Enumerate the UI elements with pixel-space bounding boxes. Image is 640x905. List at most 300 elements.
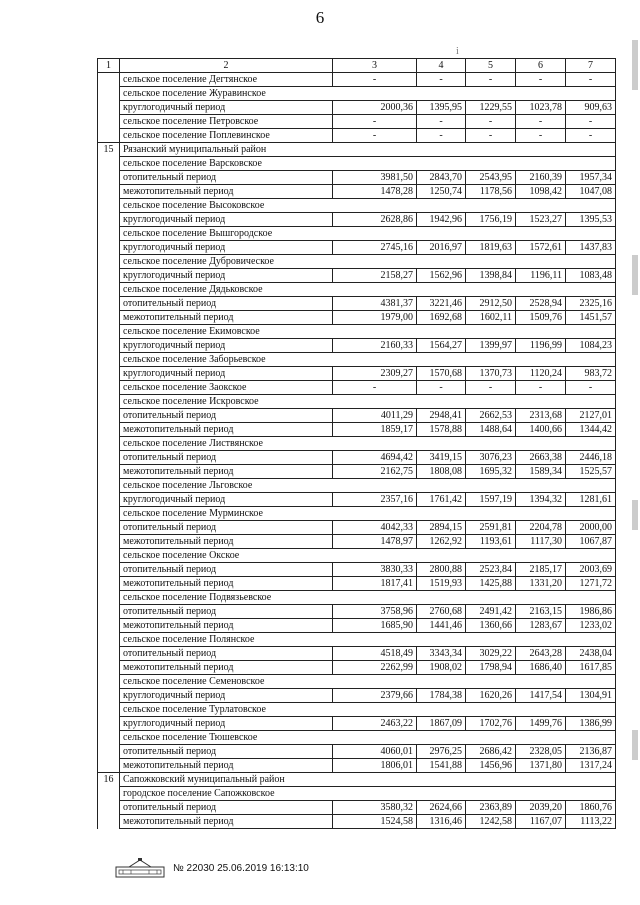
table-row — [98, 815, 616, 829]
value-cell: - — [333, 381, 417, 395]
row-number — [98, 283, 120, 297]
row-number — [98, 731, 120, 745]
row-number — [98, 465, 120, 479]
value-cell: 2745,16 — [333, 241, 417, 255]
row-number — [98, 311, 120, 325]
footer — [115, 856, 309, 880]
value-cell: 1695,32 — [466, 465, 516, 479]
table-row — [98, 535, 616, 549]
value-cell: 1859,17 — [333, 423, 417, 437]
value-cell: 1519,93 — [417, 577, 466, 591]
table-row — [98, 297, 616, 311]
row-label: отопительный период — [120, 647, 333, 661]
row-number — [98, 199, 120, 213]
value-cell: 2357,16 — [333, 493, 417, 507]
column-header: 1 — [98, 59, 120, 73]
value-cell: 1120,24 — [516, 367, 566, 381]
table-row — [98, 115, 616, 129]
value-cell: 1398,84 — [466, 269, 516, 283]
value-cell: 1047,08 — [566, 185, 616, 199]
value-cell: - — [466, 381, 516, 395]
section-row — [98, 773, 616, 787]
value-cell: 2523,84 — [466, 563, 516, 577]
value-cell: 3343,34 — [417, 647, 466, 661]
row-number — [98, 423, 120, 437]
settlement-heading-row — [98, 395, 616, 409]
value-cell: 1692,68 — [417, 311, 466, 325]
value-cell: 1986,86 — [566, 605, 616, 619]
settlement-heading-row — [98, 507, 616, 521]
value-cell: 2328,05 — [516, 745, 566, 759]
row-number — [98, 213, 120, 227]
table-row — [98, 171, 616, 185]
table-row — [98, 381, 616, 395]
value-cell: 1456,96 — [466, 759, 516, 773]
row-label: круглогодичный период — [120, 241, 333, 255]
value-cell: 1578,88 — [417, 423, 466, 437]
value-cell: 1196,99 — [516, 339, 566, 353]
value-cell: 1478,28 — [333, 185, 417, 199]
table-row — [98, 619, 616, 633]
row-number — [98, 255, 120, 269]
row-label: сельское поселение Листвянское — [120, 437, 616, 451]
value-cell: 2000,36 — [333, 101, 417, 115]
value-cell: 1860,76 — [566, 801, 616, 815]
row-label: отопительный период — [120, 171, 333, 185]
settlement-heading-row — [98, 731, 616, 745]
row-number: 15 — [98, 143, 120, 157]
value-cell: 2160,33 — [333, 339, 417, 353]
value-cell: 4381,37 — [333, 297, 417, 311]
row-label: отопительный период — [120, 605, 333, 619]
row-number — [98, 493, 120, 507]
row-label: сельское поселение Дегтянское — [120, 73, 333, 87]
value-cell: 1250,74 — [417, 185, 466, 199]
row-number — [98, 157, 120, 171]
value-cell: 1499,76 — [516, 717, 566, 731]
value-cell: 2204,78 — [516, 521, 566, 535]
value-cell: - — [566, 115, 616, 129]
value-cell: 2528,94 — [516, 297, 566, 311]
row-label: сельское поселение Льговское — [120, 479, 616, 493]
column-header: 7 — [566, 59, 616, 73]
value-cell: 1589,34 — [516, 465, 566, 479]
row-number — [98, 451, 120, 465]
value-cell: 1437,83 — [566, 241, 616, 255]
row-number — [98, 437, 120, 451]
settlement-heading-row — [98, 227, 616, 241]
value-cell: 1344,42 — [566, 423, 616, 437]
top-marker: i — [456, 46, 459, 57]
row-label: отопительный период — [120, 409, 333, 423]
row-number — [98, 647, 120, 661]
value-cell: 1084,23 — [566, 339, 616, 353]
value-cell: 2686,42 — [466, 745, 516, 759]
row-label: сельское поселение Петровское — [120, 115, 333, 129]
value-cell: 4694,42 — [333, 451, 417, 465]
value-cell: 2643,28 — [516, 647, 566, 661]
value-cell: 1242,58 — [466, 815, 516, 829]
value-cell: 2016,97 — [417, 241, 466, 255]
row-label: сельское поселение Турлатовское — [120, 703, 616, 717]
building-seal-icon — [115, 857, 165, 879]
row-label: сельское поселение Мурминское — [120, 507, 616, 521]
row-number — [98, 101, 120, 115]
value-cell: 1620,26 — [466, 689, 516, 703]
row-number — [98, 73, 120, 87]
value-cell: 2463,22 — [333, 717, 417, 731]
value-cell: - — [566, 73, 616, 87]
settlement-heading-row — [98, 283, 616, 297]
value-cell: - — [516, 73, 566, 87]
value-cell: 3221,46 — [417, 297, 466, 311]
value-cell: 1098,42 — [516, 185, 566, 199]
row-number — [98, 815, 120, 829]
section-row — [98, 143, 616, 157]
value-cell: 1281,61 — [566, 493, 616, 507]
row-number — [98, 325, 120, 339]
value-cell: 2976,25 — [417, 745, 466, 759]
row-number — [98, 703, 120, 717]
row-label: межотопительный период — [120, 759, 333, 773]
value-cell: 1819,63 — [466, 241, 516, 255]
row-number — [98, 717, 120, 731]
value-cell: 2491,42 — [466, 605, 516, 619]
value-cell: 2325,16 — [566, 297, 616, 311]
row-label: отопительный период — [120, 801, 333, 815]
value-cell: 1685,90 — [333, 619, 417, 633]
table-row — [98, 367, 616, 381]
value-cell: 1331,20 — [516, 577, 566, 591]
table-row — [98, 801, 616, 815]
value-cell: 3029,22 — [466, 647, 516, 661]
scan-edge-mark — [632, 500, 638, 530]
tariff-table — [97, 58, 616, 829]
value-cell: 3981,50 — [333, 171, 417, 185]
value-cell: 1488,64 — [466, 423, 516, 437]
row-label: Сапожковский муниципальный район — [120, 773, 616, 787]
row-number — [98, 745, 120, 759]
value-cell: 2158,27 — [333, 269, 417, 283]
table-row — [98, 647, 616, 661]
value-cell: 1167,07 — [516, 815, 566, 829]
scan-edge-mark — [632, 255, 638, 295]
value-cell: 2309,27 — [333, 367, 417, 381]
row-number — [98, 409, 120, 423]
table-header-row — [98, 59, 616, 73]
value-cell: 3758,96 — [333, 605, 417, 619]
value-cell: 1394,32 — [516, 493, 566, 507]
row-label: круглогодичный период — [120, 367, 333, 381]
value-cell: 1316,46 — [417, 815, 466, 829]
value-cell: 909,63 — [566, 101, 616, 115]
settlement-heading-row — [98, 479, 616, 493]
row-number — [98, 549, 120, 563]
row-number — [98, 129, 120, 143]
row-label: межотопительный период — [120, 577, 333, 591]
table-row — [98, 689, 616, 703]
value-cell: 1083,48 — [566, 269, 616, 283]
row-number — [98, 227, 120, 241]
row-number — [98, 185, 120, 199]
row-number — [98, 115, 120, 129]
scan-edge-mark — [632, 40, 638, 90]
row-label: сельское поселение Искровское — [120, 395, 616, 409]
value-cell: - — [516, 129, 566, 143]
settlement-heading-row — [98, 633, 616, 647]
value-cell: - — [466, 73, 516, 87]
table-row — [98, 73, 616, 87]
settlement-heading-row — [98, 787, 616, 801]
value-cell: 1400,66 — [516, 423, 566, 437]
value-cell: 2624,66 — [417, 801, 466, 815]
value-cell: 1117,30 — [516, 535, 566, 549]
value-cell: 1564,27 — [417, 339, 466, 353]
row-number — [98, 563, 120, 577]
value-cell: 1399,97 — [466, 339, 516, 353]
row-label: круглогодичный период — [120, 269, 333, 283]
row-label: сельское поселение Дядьковское — [120, 283, 616, 297]
value-cell: 2160,39 — [516, 171, 566, 185]
settlement-heading-row — [98, 87, 616, 101]
value-cell: 1304,91 — [566, 689, 616, 703]
row-label: сельское поселение Журавинское — [120, 87, 616, 101]
value-cell: 2446,18 — [566, 451, 616, 465]
value-cell: 1541,88 — [417, 759, 466, 773]
value-cell: 983,72 — [566, 367, 616, 381]
row-label: сельское поселение Дубровическое — [120, 255, 616, 269]
table-row — [98, 241, 616, 255]
value-cell: 2843,70 — [417, 171, 466, 185]
row-label: сельское поселение Варсковское — [120, 157, 616, 171]
row-number — [98, 787, 120, 801]
value-cell: 1395,95 — [417, 101, 466, 115]
row-number — [98, 577, 120, 591]
row-label: сельское поселение Подвязьевское — [120, 591, 616, 605]
table-row — [98, 311, 616, 325]
column-header: 6 — [516, 59, 566, 73]
value-cell: 1867,09 — [417, 717, 466, 731]
value-cell: 4518,49 — [333, 647, 417, 661]
value-cell: 2000,00 — [566, 521, 616, 535]
value-cell: - — [516, 115, 566, 129]
row-number — [98, 507, 120, 521]
value-cell: 1957,34 — [566, 171, 616, 185]
value-cell: 2894,15 — [417, 521, 466, 535]
value-cell: 1283,67 — [516, 619, 566, 633]
value-cell: 1686,40 — [516, 661, 566, 675]
row-label: отопительный период — [120, 451, 333, 465]
value-cell: 1386,99 — [566, 717, 616, 731]
settlement-heading-row — [98, 353, 616, 367]
value-cell: 2591,81 — [466, 521, 516, 535]
table-row — [98, 493, 616, 507]
table-row — [98, 577, 616, 591]
settlement-heading-row — [98, 675, 616, 689]
row-number — [98, 395, 120, 409]
table-row — [98, 409, 616, 423]
table-row — [98, 605, 616, 619]
settlement-heading-row — [98, 549, 616, 563]
settlement-heading-row — [98, 703, 616, 717]
row-label: межотопительный период — [120, 423, 333, 437]
row-label: сельское поселение Тюшевское — [120, 731, 616, 745]
row-label: межотопительный период — [120, 311, 333, 325]
value-cell: 2163,15 — [516, 605, 566, 619]
value-cell: 1806,01 — [333, 759, 417, 773]
row-label: круглогодичный период — [120, 339, 333, 353]
row-number — [98, 535, 120, 549]
row-number — [98, 171, 120, 185]
value-cell: - — [333, 129, 417, 143]
value-cell: 4011,29 — [333, 409, 417, 423]
value-cell: 2628,86 — [333, 213, 417, 227]
value-cell: 1617,85 — [566, 661, 616, 675]
value-cell: 1798,94 — [466, 661, 516, 675]
row-label: сельское поселение Высоковское — [120, 199, 616, 213]
row-number — [98, 661, 120, 675]
scan-edge-mark — [632, 730, 638, 760]
value-cell: 2662,53 — [466, 409, 516, 423]
row-label: сельское поселение Окское — [120, 549, 616, 563]
row-number — [98, 605, 120, 619]
value-cell: 2313,68 — [516, 409, 566, 423]
table-row — [98, 563, 616, 577]
table-row — [98, 185, 616, 199]
value-cell: 1233,02 — [566, 619, 616, 633]
value-cell: 1425,88 — [466, 577, 516, 591]
value-cell: 1702,76 — [466, 717, 516, 731]
row-number — [98, 269, 120, 283]
value-cell: 2363,89 — [466, 801, 516, 815]
value-cell: - — [516, 381, 566, 395]
column-header: 4 — [417, 59, 466, 73]
value-cell: 1193,61 — [466, 535, 516, 549]
column-header: 2 — [120, 59, 333, 73]
value-cell: - — [566, 129, 616, 143]
table-row — [98, 465, 616, 479]
value-cell: 1262,92 — [417, 535, 466, 549]
value-cell: 1271,72 — [566, 577, 616, 591]
value-cell: 1908,02 — [417, 661, 466, 675]
value-cell: 2136,87 — [566, 745, 616, 759]
row-number — [98, 801, 120, 815]
row-number: 16 — [98, 773, 120, 787]
row-number — [98, 367, 120, 381]
settlement-heading-row — [98, 437, 616, 451]
value-cell: 1067,87 — [566, 535, 616, 549]
value-cell: 1451,57 — [566, 311, 616, 325]
row-number — [98, 381, 120, 395]
row-number — [98, 479, 120, 493]
document-registration-number: № 22030 25.06.2019 16:13:10 — [173, 862, 309, 874]
row-number — [98, 87, 120, 101]
table-row — [98, 745, 616, 759]
value-cell: 1178,56 — [466, 185, 516, 199]
table-row — [98, 717, 616, 731]
row-label: сельское поселение Поплевинское — [120, 129, 333, 143]
value-cell: 3830,33 — [333, 563, 417, 577]
row-number — [98, 591, 120, 605]
row-label: отопительный период — [120, 521, 333, 535]
value-cell: 1023,78 — [516, 101, 566, 115]
value-cell: 2663,38 — [516, 451, 566, 465]
value-cell: 1979,00 — [333, 311, 417, 325]
row-number — [98, 675, 120, 689]
row-number — [98, 759, 120, 773]
value-cell: 1597,19 — [466, 493, 516, 507]
row-label: городское поселение Сапожковское — [120, 787, 616, 801]
value-cell: 2003,69 — [566, 563, 616, 577]
row-label: Рязанский муниципальный район — [120, 143, 616, 157]
value-cell: 1196,11 — [516, 269, 566, 283]
row-number — [98, 353, 120, 367]
row-label: сельское поселение Вышгородское — [120, 227, 616, 241]
value-cell: 1525,57 — [566, 465, 616, 479]
value-cell: 2127,01 — [566, 409, 616, 423]
value-cell: 1360,66 — [466, 619, 516, 633]
value-cell: 1808,08 — [417, 465, 466, 479]
value-cell: 2948,41 — [417, 409, 466, 423]
table-row — [98, 759, 616, 773]
value-cell: 1229,55 — [466, 101, 516, 115]
value-cell: 1761,42 — [417, 493, 466, 507]
value-cell: 2438,04 — [566, 647, 616, 661]
row-label: межотопительный период — [120, 185, 333, 199]
value-cell: 1817,41 — [333, 577, 417, 591]
value-cell: 1562,96 — [417, 269, 466, 283]
value-cell: 1524,58 — [333, 815, 417, 829]
row-label: межотопительный период — [120, 465, 333, 479]
column-header: 3 — [333, 59, 417, 73]
row-label: межотопительный период — [120, 661, 333, 675]
row-number — [98, 339, 120, 353]
row-label: круглогодичный период — [120, 493, 333, 507]
value-cell: 1523,27 — [516, 213, 566, 227]
row-number — [98, 241, 120, 255]
value-cell: - — [333, 73, 417, 87]
value-cell: 1395,53 — [566, 213, 616, 227]
value-cell: 1370,73 — [466, 367, 516, 381]
row-label: сельское поселение Екимовское — [120, 325, 616, 339]
value-cell: 3580,32 — [333, 801, 417, 815]
value-cell: 1371,80 — [516, 759, 566, 773]
row-label: сельское поселение Заборьевское — [120, 353, 616, 367]
row-number — [98, 689, 120, 703]
table-row — [98, 521, 616, 535]
value-cell: - — [466, 115, 516, 129]
value-cell: 2039,20 — [516, 801, 566, 815]
row-number — [98, 619, 120, 633]
row-label: отопительный период — [120, 297, 333, 311]
value-cell: 2185,17 — [516, 563, 566, 577]
table-row — [98, 101, 616, 115]
value-cell: 2800,88 — [417, 563, 466, 577]
value-cell: 2912,50 — [466, 297, 516, 311]
row-label: круглогодичный период — [120, 101, 333, 115]
table-row — [98, 129, 616, 143]
table-row — [98, 269, 616, 283]
row-label: межотопительный период — [120, 535, 333, 549]
value-cell: 3076,23 — [466, 451, 516, 465]
value-cell: 2162,75 — [333, 465, 417, 479]
settlement-heading-row — [98, 199, 616, 213]
table-row — [98, 451, 616, 465]
row-label: круглогодичный период — [120, 213, 333, 227]
value-cell: 3419,15 — [417, 451, 466, 465]
value-cell: - — [417, 381, 466, 395]
value-cell: 1756,19 — [466, 213, 516, 227]
